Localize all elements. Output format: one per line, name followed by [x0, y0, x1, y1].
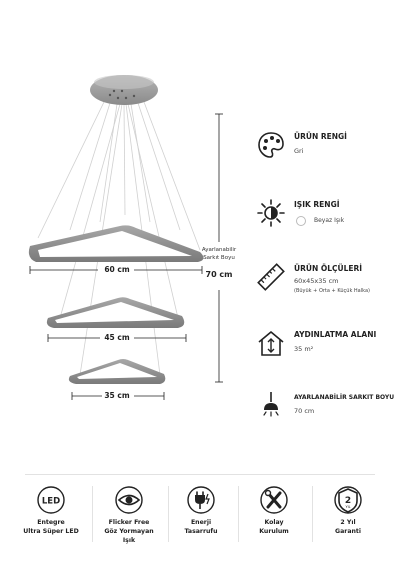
badge-line2: Kurulum — [259, 528, 289, 535]
badge-energy — [171, 485, 231, 536]
divider — [168, 486, 169, 542]
badge-line1: Kolay — [264, 519, 284, 526]
small-ring — [69, 359, 165, 384]
feature-value: 60x45x35 cm — [294, 277, 339, 285]
adjustable-height-label: Ayarlanabilir Sarkıt Boyu — [201, 247, 237, 261]
feature-value: 70 cm — [294, 407, 315, 415]
feature-value: 35 m² — [294, 345, 314, 353]
pendant-lamp-icon — [256, 390, 286, 420]
feature-light-color — [252, 198, 370, 250]
feature-product-color — [252, 130, 370, 182]
led-icon — [36, 485, 66, 515]
svg-text:LED: LED — [41, 496, 61, 507]
badge-line2: Garanti — [335, 528, 361, 535]
badge-easy-install — [244, 485, 304, 536]
badge-line1: Flicker Free — [108, 519, 150, 526]
medium-ring-width: 45 cm — [104, 333, 130, 342]
palette-icon — [256, 130, 286, 160]
badge-line2: Göz Yormayan Işık — [104, 528, 154, 544]
divider — [25, 474, 375, 475]
feature-title: ÜRÜN RENGİ — [294, 132, 347, 141]
badge-line2: Tasarrufu — [184, 528, 218, 535]
divider — [92, 486, 93, 542]
feature-value: Gri — [294, 147, 304, 155]
large-ring — [29, 225, 204, 262]
warranty-unit: YIL — [345, 505, 351, 509]
medium-ring — [47, 297, 184, 328]
warranty-number: 2 — [344, 496, 352, 506]
badge-flicker-free — [99, 485, 159, 545]
badge-line1: Entegre — [37, 519, 65, 526]
house-area-icon — [256, 328, 286, 358]
eye-icon — [114, 485, 144, 515]
feature-title: AYARLANABİLİR SARKIT BOYU — [294, 394, 395, 401]
feature-title: ÜRÜN ÖLÇÜLERİ — [294, 264, 363, 273]
large-ring-width: 60 cm — [104, 265, 130, 274]
small-ring-width: 35 cm — [104, 391, 130, 400]
badge-led — [21, 485, 81, 536]
ruler-icon — [256, 262, 286, 292]
badge-line2: Ultra Süper LED — [23, 528, 79, 535]
badge-warranty — [318, 485, 378, 536]
warranty-badge-icon — [333, 485, 363, 515]
feature-note: (Büyük + Orta + Küçük Halka) — [294, 288, 370, 294]
divider — [238, 486, 239, 542]
feature-title: AYDINLATMA ALANI — [294, 330, 377, 339]
adjustable-height-value: 70 cm — [205, 270, 233, 279]
badge-line1: Enerji — [190, 519, 212, 526]
feature-dimensions — [252, 262, 370, 314]
badge-line1: 2 Yıl — [340, 519, 356, 526]
feature-adjustable-height — [252, 390, 395, 442]
feature-title: IŞIK RENGİ — [294, 200, 340, 209]
sun-icon — [256, 198, 286, 228]
light-color-swatch — [296, 216, 306, 226]
feature-lighting-area — [252, 328, 377, 380]
tools-icon — [259, 485, 289, 515]
feature-value: Beyaz Işık — [314, 217, 345, 224]
energy-plug-icon — [186, 485, 216, 515]
divider — [312, 486, 313, 542]
